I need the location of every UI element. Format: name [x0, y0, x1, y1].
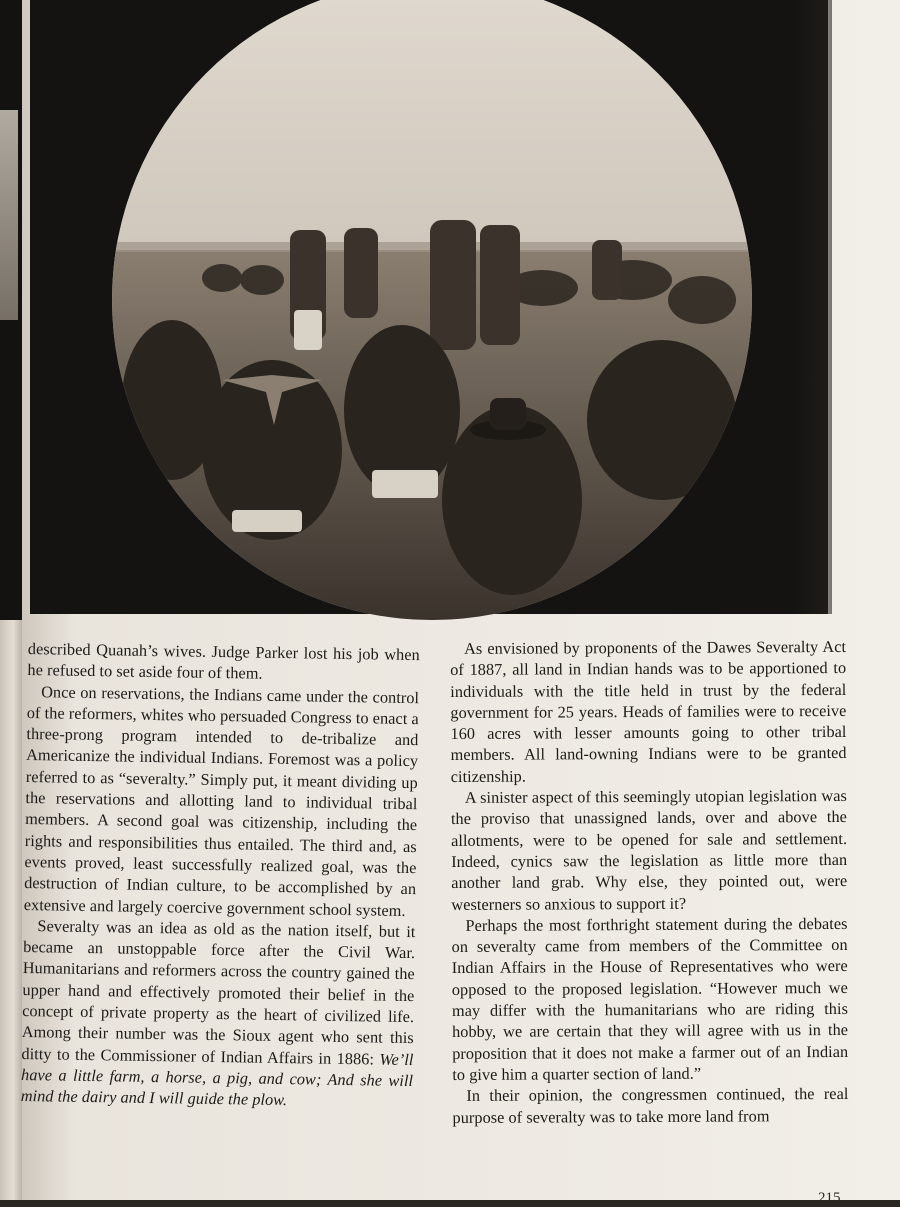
- right-text-column: [450, 636, 849, 1128]
- left-paragraph-2: Once on reservations, the Indians came under the control of the reformers, whites who persuaded Congress to enact a three-prong program intended to de-tribalize and Americanize the individual Indians. Foremost was a policy referred to as “severalty.” Simply put, it meant dividing up the reservations and allotting land to individual tribal members. A second goal was citizenship, including the rights and responsibilities thus entailed. The third and, as events proved, least successfully realized goal, was the destruction of Indian culture, to be accomplished by an extensive and largely coercive government school system.: [23, 681, 420, 920]
- left-paragraph-3-text: Severalty was an idea as old as the nation itself, but it became an unstoppable force after the Civil War. Humanitarians and reformers across the country gained the upper hand and effectively promoted their belief in the concept of private property as the heart of civilized life. Among their number was the Sioux agent who sent this ditty to the Commissioner of Indian Affairs in 1886:: [21, 916, 416, 1069]
- left-paragraph-1: described Quanah’s wives. Judge Parker lost his job when he refused to set aside four of them.: [27, 638, 420, 683]
- right-paragraph-4: In their opinion, the congressmen continued, the real purpose of severalty was to take more land from: [452, 1084, 849, 1127]
- right-paragraph-3: Perhaps the most forthright statement during the debates on severalty came from members of the Committee on Indian Affairs in the House of Representatives who were opposed to the proposed legislation. “However much we may differ with the humanitarians who are riding this hobby, we are certain that they will agree with us in the proposition that it does not make a farmer out of an Indian to give him a quarter section of land.”: [451, 913, 849, 1084]
- facing-page-edge: [0, 0, 22, 1200]
- photo-illustration: [112, 0, 752, 620]
- page-number: 215: [818, 1190, 841, 1206]
- left-paragraph-3: [21, 915, 416, 1113]
- photo-frame: [30, 0, 828, 614]
- left-text-column: [21, 638, 420, 1113]
- right-paragraph-1: As envisioned by proponents of the Dawes Severalty Act of 1887, all land in Indian hands was to be apportioned to individuals with the title held in trust by the federal government for 25 years. Heads of families were to receive 160 acres with lesser amounts going to other tribal members. All land-owning Indians were to be granted citizenship.: [450, 636, 847, 786]
- book-page: [20, 0, 900, 1206]
- ditty-quote: We’ll have a little farm, a horse, a pig, and cow; And she will mind the dairy and I will guide the plow.: [20, 1049, 414, 1110]
- right-paragraph-2: A sinister aspect of this seemingly utopian legislation was the proviso that unassigned lands, over and above the allotments, were to be opened for sale and settlement. Indeed, cynics saw the legislation as little more than another land grab. Why else, they pointed out, were westerners so anxious to support it?: [450, 786, 848, 914]
- facing-page-image-sliver: [0, 110, 18, 320]
- circular-photograph: [112, 0, 752, 620]
